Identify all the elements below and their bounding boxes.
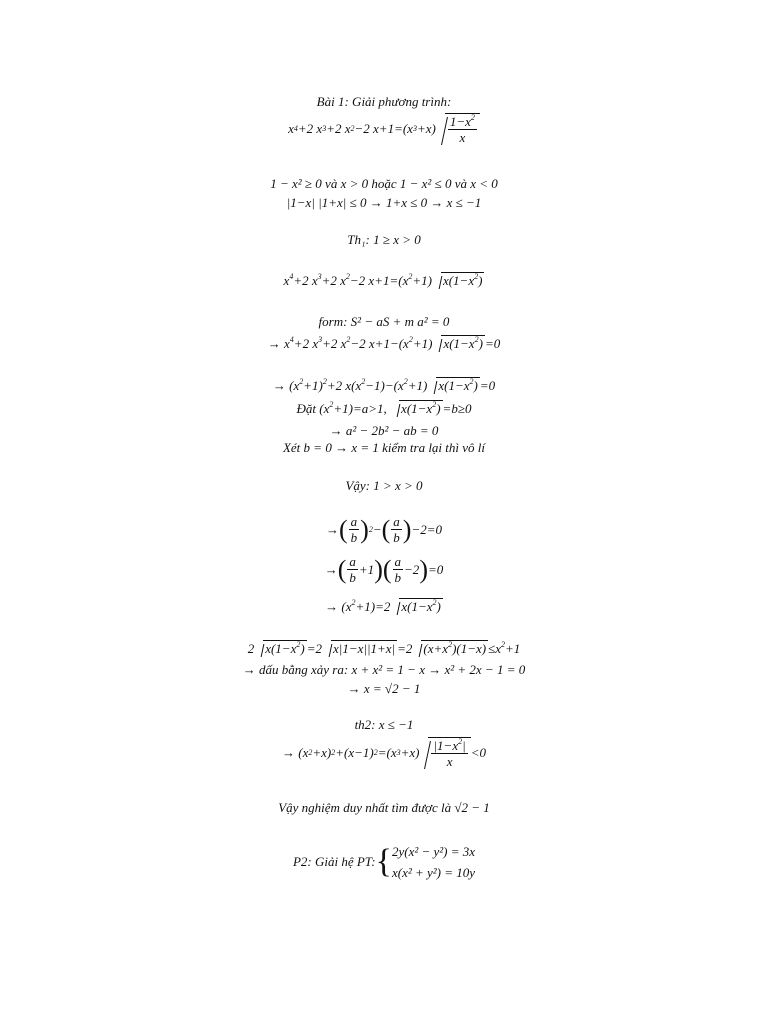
equation-grouped: → $(x^2+1)^2+2$ $x(x^2-1)-(x^2+1)$ $x(1-x^2) =0$	[272, 377, 496, 393]
form-text: form: S² − aS + m a² = 0	[318, 314, 450, 329]
check-b-zero	[0, 440, 768, 456]
quadratic-form-text: → a² − 2b² − ab = 0	[329, 423, 439, 438]
inequality-line: 2 $x(1-x^2) =2$ x|1−x||1+x| =2 $(x+x^2)(1-x) \le x^2+1$	[247, 640, 521, 656]
equation-main: x 4 +2 x 3 +2 x 2 −2 x+1=(x 3 +x) $\frac{1-x^2}{x}$	[0, 113, 768, 145]
system-equation-1: 2y(x² − y²) = 3x	[391, 844, 476, 859]
problem-1-title	[0, 94, 768, 110]
quadratic-form	[0, 423, 768, 439]
condition-line-2	[0, 195, 768, 211]
ratio-equation: → ( $\frac{a}{b}$ ) 2 − ( $\frac{a}{b}$ ) −2=0	[325, 514, 442, 545]
case-1-heading	[0, 232, 768, 248]
solution-1-text: → x = √2 − 1	[347, 681, 421, 696]
form-line	[0, 314, 768, 330]
condition-line	[0, 176, 768, 192]
problem-2-title: P2: Giải hệ PT:	[292, 854, 376, 869]
case-2-text: th2: x ≤ −1	[354, 717, 414, 732]
final-answer	[0, 800, 768, 816]
substitution-line: Đặt $(x^2+1)=a>1$, $x(1-x^2) =b\ge 0$	[296, 400, 472, 416]
case-1-text: Th₁: 1 ≥ x > 0	[347, 232, 421, 247]
condition-text: 1 − x² ≥ 0 và x > 0 hoặc 1 − x² ≤ 0 và x < 0	[270, 176, 498, 191]
check-b-zero-text: Xét b = 0 → x = 1 kiểm tra lại thì vô lí	[282, 440, 486, 455]
conclusion-range-text: Vậy: 1 > x > 0	[345, 478, 423, 493]
equality-condition	[0, 662, 768, 678]
ratio-result: → $(x^2+1)=2$ $x(1-x^2)$	[325, 598, 441, 614]
problem-2: P2: Giải hệ PT: { 2y(x² − y²) = 3x x(x² + y²) = 10y	[0, 841, 768, 887]
equality-condition-text: → dấu bằng xảy ra: x + x² = 1 − x → x² + 2x − 1 = 0	[242, 662, 526, 677]
system-equation-2: x(x² + y²) = 10y	[391, 865, 476, 880]
conclusion-range	[0, 478, 768, 494]
solution-1	[0, 681, 768, 697]
case-2-heading	[0, 717, 768, 733]
equation-case-1: $x^4+2$ $x^3+2$ $x^2-2$ $x+1=(x^2+1)$ $x(1-x^2)$	[283, 272, 483, 288]
final-answer-text: Vậy nghiệm duy nhất tìm được là √2 − 1	[278, 800, 490, 815]
equation-rearranged: → $x^4+2$ $x^3+2$ $x^2-2$ $x+1-(x^2+1)$ $x(1-x^2) =0$	[267, 335, 501, 351]
problem-1-title-text: Bài 1: Giải phương trình:	[316, 94, 452, 109]
ratio-factored: → ( $\frac{a}{b}$ +1 ) ( $\frac{a}{b}$ −2 ) =0	[324, 554, 444, 585]
equation-case-2: → (x 2 +x) 2 +(x−1) 2 =(x 3 +x) $\frac{|1-x^2|}{x}$ <0	[282, 737, 486, 769]
condition-text-2: |1−x| |1+x| ≤ 0 → 1+x ≤ 0 → x ≤ −1	[286, 195, 482, 210]
